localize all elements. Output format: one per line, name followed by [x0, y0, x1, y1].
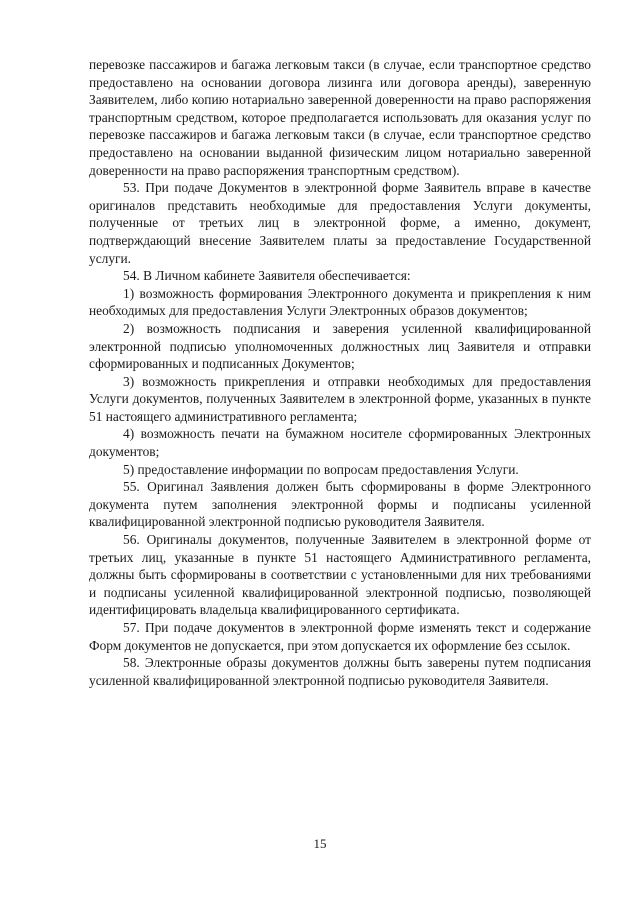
list-item-3: 3) возможность прикрепления и отправки необходимых для предоставления Услуги документов, полученных Заявителем в электронной форме, указанных в пункте 51 настоящего административного регламента;: [89, 373, 591, 424]
page-number: 15: [313, 836, 327, 851]
list-item-5: 5) предоставление информации по вопросам предоставления Услуги.: [123, 461, 519, 477]
paragraph-57: 57. При подаче документов в электронной форме изменять текст и содержание Форм документов не допускается, при этом допускается их оформление без ссылок.: [89, 620, 591, 653]
paragraph-53: 53. При подаче Документов в электронной форме Заявитель вправе в качестве оригиналов представить необходимые для предоставления Услуги документы, полученные от третьих лиц в электронной форме, а именно, документ, подтверждающий внесение Заявителем платы за предоставление Государственной услуги.: [89, 180, 591, 266]
paragraph-56: 56. Оригиналы документов, полученные Заявителем в электронной форме от третьих лиц, указанные в пункте 51 настоящего Административного регламента, должны быть сформированы в соответствии с установленными для них требованиями и подписаны усиленной квалифицированной электронной подписью, позволяющей идентифицировать владельца квалифицированного сертификата.: [89, 532, 591, 618]
paragraph-58: 58. Электронные образы документов должны быть заверены путем подписания усиленной квалифицированной электронной подписью руководителя Заявителя.: [89, 655, 591, 688]
paragraph-54: 54. В Личном кабинете Заявителя обеспечивается:: [123, 268, 411, 284]
paragraph-55: 55. Оригинал Заявления должен быть сформированы в форме Электронного документа путем заполнения электронной формы и подписаны усиленной квалифицированной электронной подписью руководителя Заявителя.: [89, 479, 591, 530]
list-item-4: 4) возможность печати на бумажном носителе сформированных Электронных документов;: [89, 426, 591, 460]
list-item-2: 2) возможность подписания и заверения усиленной квалифицированной электронной подписью уполномоченных должностных лиц Заявителя и отправки сформированных и подписанных Документов;: [89, 320, 591, 372]
document-body: [89, 56, 591, 689]
list-item-1: 1) возможность формирования Электронного документа и прикрепления к ним необходимых для предоставления Услуги Электронных образов документов;: [89, 285, 591, 319]
paragraph-continuation: перевозке пассажиров и багажа легковым такси (в случае, если транспортное средство предоставлено на основании договора лизинга или договора аренды), заверенную Заявителем, либо копию нотариально заверенной доверенности на право распоряжения транспортным средством, которое предполагается использовать для оказания услуг по перевозке пассажиров и багажа легковым такси (в случае, если транспортное средство предоставлено на основании выданной физическим лицом нотариально заверенной доверенности на право распоряжения транспортным средством).: [89, 57, 591, 178]
